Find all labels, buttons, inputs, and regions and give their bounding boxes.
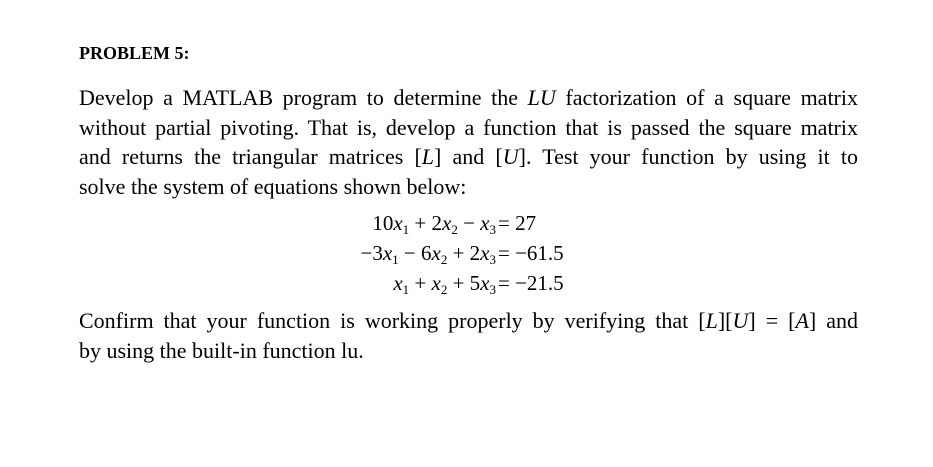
statement-line-1: Develop a MATLAB program to determine the LU factorization of a square matrix [79,85,858,110]
confirmation-line-2: by using the built-in function lu. [79,337,364,363]
equation-system [330,208,600,298]
problem-statement [79,83,858,201]
equation-2-lhs: $-3x_1 - 6x_2 + 2x_3$ [360,241,496,267]
equation-2 [330,238,600,268]
equation-3 [330,268,600,298]
equation-3-lhs: $x_1 + x_2 + 5x_3$ [393,271,496,297]
statement-line-2: without partial pivoting. That is, develop a function that is passed the square matrix [79,114,858,140]
equation-1-rhs: = 27 [498,211,537,235]
problem-heading: PROBLEM 5: [79,43,190,63]
equation-1-lhs: $10x_1 + 2x_2 - x_3$ [372,211,496,237]
equation-1 [330,208,600,238]
statement-line-3: and returns the triangular matrices [L] and [U]. Test your function by using it to [79,144,859,169]
confirmation-statement [79,306,858,365]
equation-2-rhs: = −61.5 [498,241,564,265]
confirmation-line-1: Confirm that your function is working properly by verifying that [L][U] = [A] and [79,308,859,333]
equation-3-rhs: = −21.5 [498,271,564,295]
statement-line-4: solve the system of equations shown below: [79,173,467,199]
